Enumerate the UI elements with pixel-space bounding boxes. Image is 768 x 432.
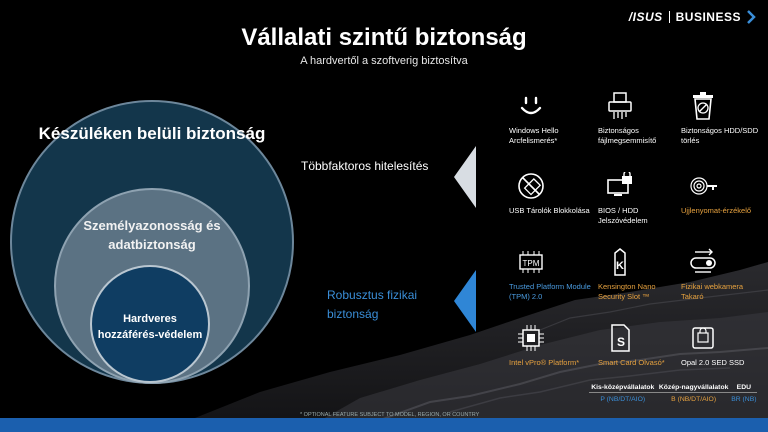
feature-secure-erase bbox=[681, 92, 765, 146]
group-label-physical: Robusztus fizikai biztonság bbox=[327, 288, 418, 321]
feature-label: Ujjlenyomat-érzékelő bbox=[681, 206, 752, 215]
logo-divider bbox=[669, 11, 670, 23]
feature-smart-card bbox=[598, 324, 682, 368]
outer-layer-label: Készüléken belüli biztonság bbox=[38, 124, 266, 143]
svg-text:TPM: TPM bbox=[522, 259, 540, 268]
page-subtitle: A hardvertől a szoftverig biztosítva bbox=[300, 55, 468, 67]
svg-text:K: K bbox=[616, 260, 624, 272]
legend-value: B (NB/DT/AIO) bbox=[671, 396, 717, 403]
smart-card-icon bbox=[606, 324, 634, 352]
trash-bin-icon bbox=[689, 92, 717, 120]
bottom-accent-bar bbox=[0, 418, 768, 432]
physical-arrow-icon bbox=[454, 270, 476, 332]
logo-division: BUSINESS bbox=[675, 10, 741, 24]
legend-value: BR (NB) bbox=[731, 396, 757, 403]
feature-webcam-cover bbox=[681, 248, 765, 302]
feature-label: Biztonságos HDD/SDD törlés bbox=[681, 126, 759, 145]
legend-header: Kis-középvállalatok bbox=[589, 383, 657, 393]
legend-value: P (NB/DT/AIO) bbox=[600, 396, 646, 403]
feature-label: BIOS / HDD Jelszóvédelem bbox=[598, 206, 648, 225]
ssd-icon bbox=[689, 324, 717, 352]
feature-kensington bbox=[598, 248, 682, 302]
shredder-icon bbox=[606, 92, 634, 120]
security-layers-diagram bbox=[10, 100, 294, 384]
computer-lock-icon bbox=[606, 172, 634, 200]
processor-icon bbox=[517, 324, 545, 352]
feature-label: Windows Hello Arcfelismerés* bbox=[509, 126, 559, 145]
feature-label: Kensington Nano Security Slot ™ bbox=[598, 282, 656, 301]
footnote: * OPTIONAL FEATURE SUBJECT TO MODEL, REGION, OR COUNTRY bbox=[300, 412, 480, 418]
feature-label: Opal 2.0 SED SSD bbox=[681, 358, 745, 367]
feature-label: Smart Card Olvasó* bbox=[598, 358, 665, 367]
feature-vpro bbox=[509, 324, 593, 368]
feature-label: Biztonságos fájlmegsemmisítő bbox=[598, 126, 657, 145]
legend-table bbox=[589, 383, 757, 404]
feature-label: Fizikai webkamera Takaró bbox=[681, 282, 744, 301]
feature-bios-password bbox=[598, 172, 682, 226]
availability-legend bbox=[589, 383, 757, 404]
group-label-auth: Többfaktoros hitelesítés bbox=[301, 159, 429, 173]
webcam-shutter-icon bbox=[689, 248, 717, 276]
middle-layer-label: Személyazonosság és adatbiztonság bbox=[83, 218, 221, 252]
svg-text:S: S bbox=[616, 335, 626, 349]
logo-brand: /ISUS bbox=[628, 10, 663, 24]
chevron-right-icon bbox=[747, 10, 756, 24]
legend-header: EDU bbox=[731, 383, 757, 393]
feature-file-shredder bbox=[598, 92, 682, 146]
tpm-chip-icon bbox=[517, 248, 545, 276]
auth-arrow-icon bbox=[454, 146, 476, 208]
feature-windows-hello bbox=[509, 92, 593, 146]
smiley-face-icon bbox=[517, 92, 545, 120]
kensington-icon bbox=[606, 248, 634, 276]
legend-header: Közép-nagyvállalatok bbox=[657, 383, 731, 393]
feature-label: USB Tárolók Blokkolása bbox=[509, 206, 590, 215]
feature-usb-block bbox=[509, 172, 593, 216]
feature-tpm bbox=[509, 248, 593, 302]
feature-label: Trusted Platform Module (TPM) 2.0 bbox=[509, 282, 591, 301]
usb-blocked-icon bbox=[517, 172, 545, 200]
asus-business-logo bbox=[629, 10, 756, 24]
feature-fingerprint bbox=[681, 172, 765, 216]
feature-label: Intel vPro® Platform* bbox=[509, 358, 580, 367]
inner-layer-label: Hardveres hozzáférés-védelem bbox=[97, 313, 203, 341]
page-title: Vállalati szintű biztonság bbox=[241, 24, 527, 51]
fingerprint-key-icon bbox=[689, 172, 717, 200]
feature-opal-ssd bbox=[681, 324, 765, 368]
